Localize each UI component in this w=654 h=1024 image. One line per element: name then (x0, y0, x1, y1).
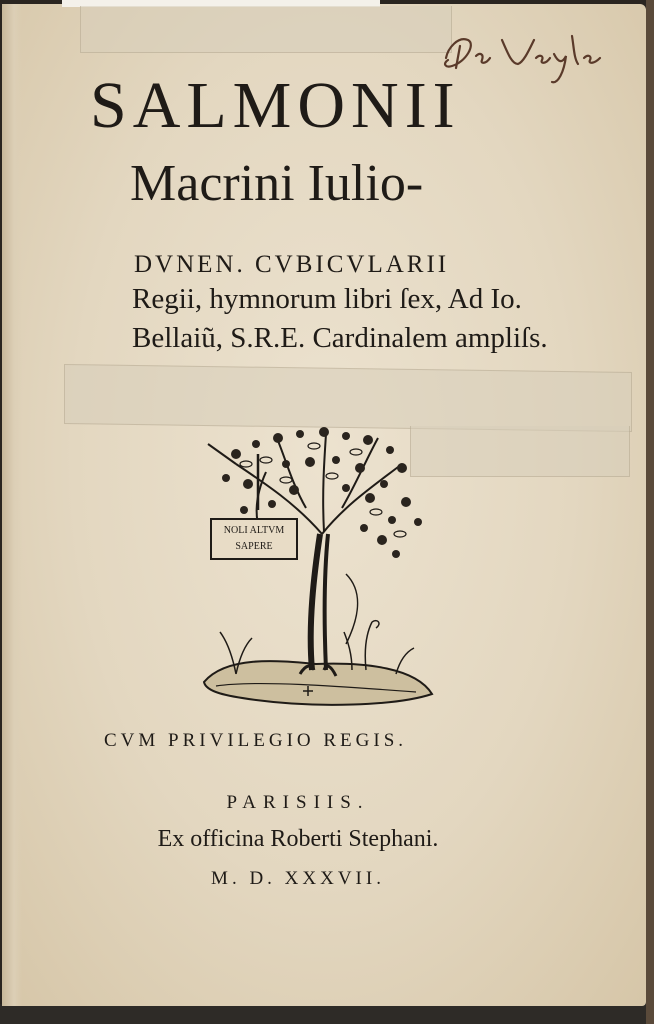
book-edge (0, 1004, 654, 1024)
paper-repair-strip (410, 426, 630, 477)
imprint-printer: Ex officina Roberti Stephani. (157, 826, 439, 852)
olive-tree-device-icon (196, 424, 436, 714)
gutter-shadow (2, 4, 22, 1006)
imprint-date: M. D. XXXVII. (211, 868, 385, 889)
subtitle-line-2: Regii, hymnorum libri ſex, Ad Io. (132, 283, 522, 315)
subtitle-line-3: Bellaiũ, S.R.E. Cardinalem ampliſs. (132, 322, 548, 354)
title-line-1: SALMONII (90, 69, 461, 142)
paper-repair-strip (64, 364, 632, 432)
subtitle-line-1: DVNEN. CVBICVLARII (134, 251, 450, 278)
title-line-2: Macrini Iulio- (130, 155, 424, 212)
imprint-city: PARISIIS. (226, 792, 370, 813)
printer-motto-sign (210, 518, 298, 560)
privilege-line: CVM PRIVILEGIO REGIS. (104, 730, 408, 751)
book-edge-right (646, 0, 654, 1024)
paper-repair-strip (80, 6, 452, 53)
motto-line-2: SAPERE (235, 541, 273, 552)
motto-line-1: NOLI ALTVM (223, 525, 285, 536)
